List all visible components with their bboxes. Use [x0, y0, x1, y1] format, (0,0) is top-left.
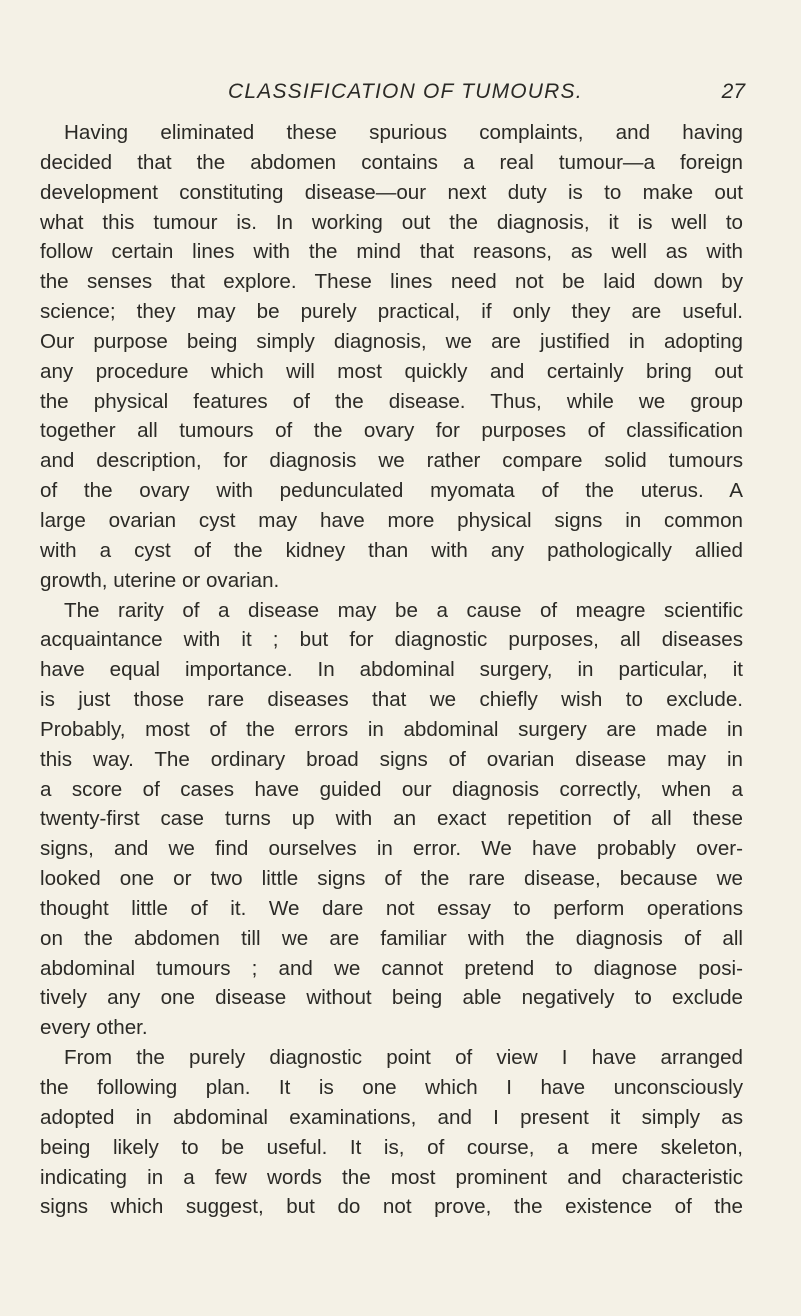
- text-line: on the abdomen till we are familiar with the diagnosis of all: [40, 926, 743, 950]
- text-line: being likely to be useful. It is, of course, a mere skeleton,: [40, 1135, 743, 1159]
- text-line: thought little of it. We dare not essay to perform operations: [40, 896, 743, 920]
- text-line: development constituting disease—our next duty is to make out: [40, 180, 743, 204]
- body-text: [40, 118, 743, 1222]
- text-line: the senses that explore. These lines need not be laid down by: [40, 270, 743, 294]
- text-line: together all tumours of the ovary for purposes of classification: [40, 419, 743, 443]
- text-line: Having eliminated these spurious complaints, and having: [64, 121, 743, 144]
- text-line: every other.: [40, 1016, 148, 1040]
- text-line: tively any one disease without being able negatively to exclude: [40, 986, 743, 1010]
- text-line: of the ovary with pedunculated myomata of the uterus. A: [40, 479, 743, 503]
- text-line: follow certain lines with the mind that reasons, as well as with: [40, 240, 743, 264]
- text-line: growth, uterine or ovarian.: [40, 568, 280, 592]
- text-line: is just those rare diseases that we chiefly wish to exclude.: [40, 688, 743, 712]
- running-title: CLASSIFICATION OF TUMOURS.: [228, 80, 583, 103]
- text-line: twenty-first case turns up with an exact repetition of all these: [40, 807, 743, 831]
- text-line: a score of cases have guided our diagnosis correctly, when a: [40, 777, 743, 801]
- text-line: Probably, most of the errors in abdominal surgery are made in: [40, 717, 743, 741]
- running-head: [40, 78, 745, 108]
- text-line: science; they may be purely practical, if only they are useful.: [40, 300, 743, 324]
- text-line: what this tumour is. In working out the diagnosis, it is well to: [40, 210, 743, 234]
- text-line: signs which suggest, but do not prove, the existence of the: [40, 1195, 743, 1219]
- text-line: From the purely diagnostic point of view I have arranged: [64, 1046, 743, 1070]
- text-line: large ovarian cyst may have more physical signs in common: [40, 508, 743, 532]
- text-line: with a cyst of the kidney than with any pathologically allied: [40, 538, 743, 562]
- text-line: decided that the abdomen contains a real tumour—a foreign: [40, 150, 743, 174]
- text-line: signs, and we find ourselves in error. We have probably over-: [40, 837, 743, 861]
- text-line: Our purpose being simply diagnosis, we are justified in adopting: [40, 329, 743, 353]
- text-line: The rarity of a disease may be a cause of meagre scientific: [64, 598, 743, 622]
- text-line: the following plan. It is one which I have unconsciously: [40, 1076, 743, 1099]
- text-line: indicating in a few words the most prominent and characteristic: [40, 1165, 743, 1189]
- text-line: abdominal tumours ; and we cannot pretend to diagnose posi-: [40, 956, 743, 980]
- text-line: any procedure which will most quickly and certainly bring out: [40, 359, 743, 383]
- text-line: this way. The ordinary broad signs of ovarian disease may in: [40, 747, 743, 771]
- text-line: acquaintance with it ; but for diagnostic purposes, all diseases: [40, 628, 743, 652]
- text-line: looked one or two little signs of the rare disease, because we: [40, 867, 743, 891]
- page-number: 27: [721, 80, 745, 103]
- text-line: have equal importance. In abdominal surgery, in particular, it: [40, 658, 743, 682]
- text-line: the physical features of the disease. Thus, while we group: [40, 389, 743, 413]
- text-line: and description, for diagnosis we rather compare solid tumours: [40, 449, 743, 473]
- text-line: adopted in abdominal examinations, and I present it simply as: [40, 1105, 743, 1129]
